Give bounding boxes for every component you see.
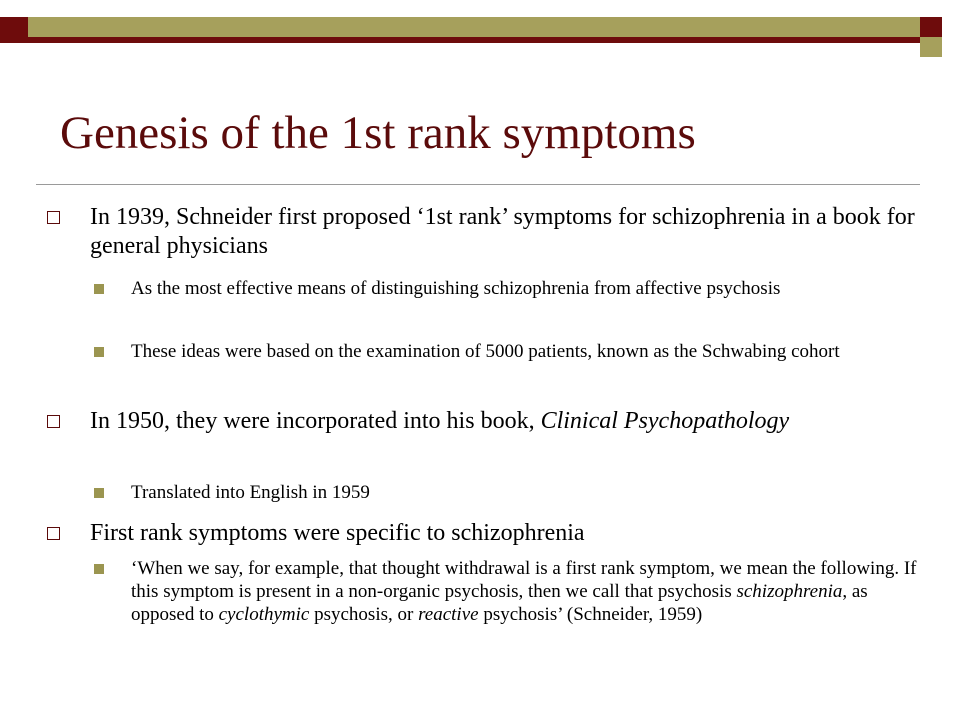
hollow-square-icon	[47, 527, 60, 540]
sub-bullet-schwabing-cohort	[131, 340, 921, 363]
sub-bullet-schneider-quote	[131, 557, 921, 626]
quote-part: psychosis’ (Schneider, 1959)	[478, 604, 703, 625]
filled-square-icon	[94, 347, 104, 357]
filled-square-icon	[94, 564, 104, 574]
bullet-text: In 1939, Schneider first proposed ‘1st rank’ symptoms for schizophrenia in a book for general physicians	[90, 204, 915, 259]
sub-bullet-text: These ideas were based on the examination of 5000 patients, known as the Schwabing cohort	[131, 341, 840, 362]
sub-bullet-translation	[131, 481, 921, 504]
quote-part: , as opposed to	[131, 581, 868, 625]
bullet-text-lead: In 1950, they were incorporated into his book,	[90, 408, 541, 434]
filled-square-icon	[94, 488, 104, 498]
quote-emphasis: schizophrenia	[736, 581, 843, 602]
quote-part: ‘When we say, for example, that thought withdrawal is a first rank symptom, we mean the following. If this symptom is present in a non-organic psychosis, then we call that psychosis	[131, 558, 917, 602]
bullet-1939-proposal	[90, 203, 920, 261]
filled-square-icon	[94, 284, 104, 294]
bullet-text: First rank symptoms were specific to schizophrenia	[90, 520, 585, 546]
hollow-square-icon	[47, 211, 60, 224]
bullet-specificity	[90, 519, 920, 548]
hollow-square-icon	[47, 415, 60, 428]
slide-title: Genesis of the 1st rank symptoms	[60, 107, 696, 159]
sub-bullet-text: Translated into English in 1959	[131, 482, 370, 503]
quote-emphasis: cyclothymic	[218, 604, 310, 625]
bullet-1950-book	[90, 407, 920, 436]
quote-part: psychosis, or	[309, 604, 419, 625]
sub-bullet-text: As the most effective means of distinguishing schizophrenia from affective psychosis	[131, 278, 781, 299]
sub-bullet-distinguishing	[131, 277, 921, 300]
quote-emphasis: reactive	[418, 604, 479, 625]
bullet-text	[90, 407, 920, 436]
quote-text	[131, 557, 921, 626]
book-title: Clinical Psychopathology	[540, 408, 790, 434]
